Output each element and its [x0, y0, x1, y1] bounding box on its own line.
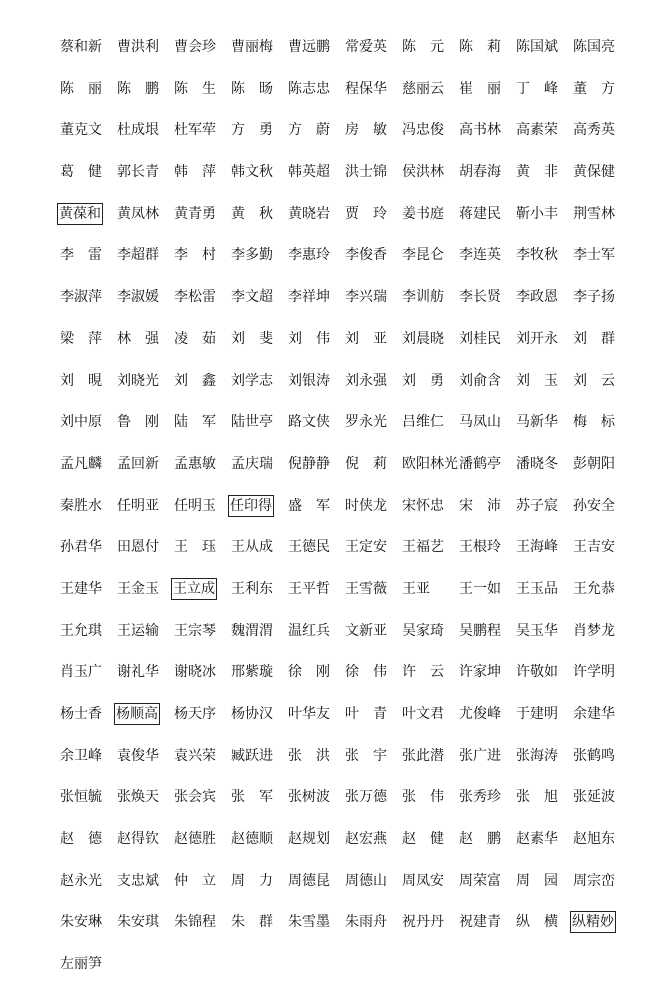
name-entry: 刘桂民 — [459, 330, 501, 347]
name-entry: 刘 斐 — [231, 330, 273, 347]
name-entry: 叶文君 — [402, 706, 444, 722]
name-entry: 李兴瑞 — [345, 289, 387, 306]
name-entry: 支忠斌 — [117, 872, 159, 889]
name-entry: 张海涛 — [516, 747, 558, 764]
name-entry: 刘银涛 — [288, 372, 330, 389]
name-entry: 刘永强 — [345, 372, 387, 389]
name-entry: 周荣富 — [459, 872, 501, 889]
name-entry: 盛 军 — [288, 497, 330, 514]
name-entry: 方 勇 — [231, 122, 273, 139]
name-entry: 祝建青 — [459, 914, 501, 931]
name-entry: 王 珏 — [174, 539, 216, 556]
name-entry: 朱雪墨 — [288, 914, 330, 931]
name-entry: 陆世亭 — [231, 414, 273, 431]
name-entry: 许学明 — [573, 664, 615, 681]
name-entry: 王运输 — [117, 622, 159, 639]
name-entry: 魏渭渭 — [231, 622, 273, 639]
name-entry: 程保华 — [345, 80, 387, 97]
name-entry: 陈 鹏 — [117, 80, 159, 97]
name-entry: 赵素华 — [516, 831, 558, 848]
name-entry: 徐 刚 — [288, 664, 330, 681]
name-entry: 张万德 — [345, 789, 387, 806]
name-entry: 侯洪林 — [402, 164, 444, 181]
name-entry: 袁俊华 — [117, 747, 159, 764]
name-entry: 王建华 — [60, 580, 102, 597]
name-entry: 宋怀忠 — [402, 497, 444, 514]
name-entry: 张焕天 — [117, 789, 159, 806]
name-entry: 姜书庭 — [402, 205, 444, 222]
name-entry: 梅 标 — [573, 414, 615, 431]
name-entry: 谢礼华 — [117, 664, 159, 681]
name-entry: 王一如 — [459, 580, 501, 597]
name-entry: 吕维仁 — [402, 414, 444, 431]
name-entry: 胡春海 — [459, 164, 501, 181]
name-list-grid — [59, 36, 649, 995]
name-entry: 叶 青 — [345, 706, 387, 722]
name-entry: 王允琪 — [60, 622, 102, 639]
name-entry: 张 宇 — [345, 747, 387, 764]
name-entry: 刘 云 — [573, 372, 615, 389]
name-entry: 欧阳林光 — [402, 455, 458, 472]
name-entry: 刘晨晓 — [402, 330, 444, 347]
name-entry: 余建华 — [573, 706, 615, 722]
name-entry: 许敬如 — [516, 664, 558, 681]
name-entry: 赵旭东 — [573, 831, 615, 848]
name-entry: 孟惠敏 — [174, 455, 216, 472]
name-entry: 赵 德 — [60, 831, 102, 848]
name-entry-boxed: 黄葆和 — [57, 203, 103, 225]
name-entry: 刘晓光 — [117, 372, 159, 389]
name-entry: 张秀珍 — [459, 789, 501, 806]
name-entry: 陈志忠 — [288, 80, 330, 97]
name-entry: 孙君华 — [60, 539, 102, 556]
name-entry: 杨士香 — [60, 706, 102, 722]
name-entry: 董 方 — [573, 80, 615, 97]
name-entry: 李训舫 — [402, 289, 444, 306]
name-entry: 朱雨舟 — [345, 914, 387, 931]
name-entry: 许家坤 — [459, 664, 501, 681]
name-entry: 郭长青 — [117, 164, 159, 181]
name-entry: 冯忠俊 — [402, 122, 444, 139]
name-entry: 梁 萍 — [60, 330, 102, 347]
name-entry: 张 旭 — [516, 789, 558, 806]
name-entry: 林 强 — [117, 330, 159, 347]
name-entry: 王雪薇 — [345, 580, 387, 597]
name-entry: 王宗琴 — [174, 622, 216, 639]
name-entry: 张 洪 — [288, 747, 330, 764]
name-entry: 张此潜 — [402, 747, 444, 764]
name-entry: 李士军 — [573, 247, 615, 264]
name-entry: 张 伟 — [402, 789, 444, 806]
name-entry: 慈丽云 — [402, 80, 444, 97]
name-entry: 李 雷 — [60, 247, 102, 264]
name-entry: 陈 莉 — [459, 39, 501, 55]
name-entry: 祝丹丹 — [402, 914, 444, 931]
name-entry: 王定安 — [345, 539, 387, 556]
name-entry: 鲁 刚 — [117, 414, 159, 431]
name-entry: 孙安全 — [573, 497, 615, 514]
name-entry: 张延波 — [573, 789, 615, 806]
name-entry: 黄凤林 — [117, 205, 159, 222]
name-entry: 朱安琳 — [60, 914, 102, 931]
name-entry: 田恩付 — [117, 539, 159, 556]
name-entry: 任明玉 — [174, 497, 216, 514]
name-entry: 王利东 — [231, 580, 273, 597]
name-entry: 赵规划 — [288, 831, 330, 848]
name-entry: 张鹤鸣 — [573, 747, 615, 764]
name-entry: 吴玉华 — [516, 622, 558, 639]
name-entry: 刘学志 — [231, 372, 273, 389]
name-entry: 彭朝阳 — [573, 455, 615, 472]
name-entry: 王海峰 — [516, 539, 558, 556]
name-entry: 李文超 — [231, 289, 273, 306]
name-entry: 陈国斌 — [516, 39, 558, 55]
name-entry: 李淑媛 — [117, 289, 159, 306]
name-entry: 臧跃进 — [231, 747, 273, 764]
name-entry: 葛 健 — [60, 164, 102, 181]
name-entry: 曹远鹏 — [288, 39, 330, 55]
name-entry: 方 蔚 — [288, 122, 330, 139]
name-entry: 刘中原 — [60, 414, 102, 431]
name-entry: 陈 丽 — [60, 80, 102, 97]
name-entry: 陈 生 — [174, 80, 216, 97]
name-entry: 王从成 — [231, 539, 273, 556]
name-entry: 刘开永 — [516, 330, 558, 347]
name-entry: 邢紫璇 — [231, 664, 273, 681]
name-entry: 王允恭 — [573, 580, 615, 597]
name-entry: 李政恩 — [516, 289, 558, 306]
name-entry: 李淑萍 — [60, 289, 102, 306]
name-entry: 王亚 — [402, 580, 430, 597]
name-entry: 周德山 — [345, 872, 387, 889]
name-entry-boxed: 杨顺高 — [114, 703, 160, 725]
name-entry: 韩文秋 — [231, 164, 273, 181]
name-entry: 仲 立 — [174, 872, 216, 889]
name-entry: 张 军 — [231, 789, 273, 806]
name-entry: 黄晓岩 — [288, 205, 330, 222]
name-entry: 赵德胜 — [174, 831, 216, 848]
name-entry: 赵宏燕 — [345, 831, 387, 848]
name-entry: 潘晓冬 — [516, 455, 558, 472]
name-entry: 许 云 — [402, 664, 444, 681]
name-entry: 李昆仑 — [402, 247, 444, 264]
name-entry: 袁兴荣 — [174, 747, 216, 764]
name-entry: 刘 晛 — [60, 372, 102, 389]
name-entry: 刘 鑫 — [174, 372, 216, 389]
name-entry: 周 力 — [231, 872, 273, 889]
name-entry: 高书林 — [459, 122, 501, 139]
name-entry: 肖梦龙 — [573, 622, 615, 639]
name-entry: 刘 勇 — [402, 372, 444, 389]
name-entry: 周德昆 — [288, 872, 330, 889]
name-entry: 曹会珍 — [174, 39, 216, 55]
name-entry: 丁 峰 — [516, 80, 558, 97]
name-entry-boxed: 纵精妙 — [570, 911, 616, 933]
name-entry: 潘鹤亭 — [459, 455, 501, 472]
name-entry: 谢晓冰 — [174, 664, 216, 681]
name-entry: 朱安琪 — [117, 914, 159, 931]
name-entry: 任明亚 — [117, 497, 159, 514]
name-entry: 黄 秋 — [231, 205, 273, 222]
name-entry: 常爱英 — [345, 39, 387, 55]
name-entry: 李 村 — [174, 247, 216, 264]
name-entry: 王德民 — [288, 539, 330, 556]
name-entry: 温红兵 — [288, 622, 330, 639]
name-entry: 张会宾 — [174, 789, 216, 806]
name-entry: 马凤山 — [459, 414, 501, 431]
name-entry: 刘 群 — [573, 330, 615, 347]
name-entry: 倪静静 — [288, 455, 330, 472]
name-entry: 王福艺 — [402, 539, 444, 556]
name-entry: 肖玉广 — [60, 664, 102, 681]
name-entry: 洪士锦 — [345, 164, 387, 181]
name-entry: 蒋建民 — [459, 205, 501, 222]
name-entry: 吴鹏程 — [459, 622, 501, 639]
name-entry: 陈 元 — [402, 39, 444, 55]
name-entry: 赵得钦 — [117, 831, 159, 848]
name-entry: 崔 丽 — [459, 80, 501, 97]
name-entry-boxed: 任印得 — [228, 495, 274, 517]
name-entry: 叶华友 — [288, 706, 330, 722]
name-entry: 高秀英 — [573, 122, 615, 139]
name-entry: 刘俞含 — [459, 372, 501, 389]
name-entry: 李俊香 — [345, 247, 387, 264]
name-entry: 倪 莉 — [345, 455, 387, 472]
name-entry: 贾 玲 — [345, 205, 387, 222]
name-entry: 李松雷 — [174, 289, 216, 306]
name-entry: 凌 茹 — [174, 330, 216, 347]
name-entry: 蔡和新 — [60, 39, 102, 55]
name-entry: 王平哲 — [288, 580, 330, 597]
name-entry: 陈 旸 — [231, 80, 273, 97]
name-entry: 靳小丰 — [516, 205, 558, 222]
name-entry: 刘 伟 — [288, 330, 330, 347]
name-entry: 黄保健 — [573, 164, 615, 181]
name-entry: 李超群 — [117, 247, 159, 264]
name-entry: 苏子宸 — [516, 497, 558, 514]
name-entry: 杜成垠 — [117, 122, 159, 139]
name-entry: 王金玉 — [117, 580, 159, 597]
name-entry: 孟回新 — [117, 455, 159, 472]
name-entry: 李连英 — [459, 247, 501, 264]
name-entry: 李祥坤 — [288, 289, 330, 306]
name-entry: 李子扬 — [573, 289, 615, 306]
name-entry: 朱 群 — [231, 914, 273, 931]
name-entry: 文新亚 — [345, 622, 387, 639]
name-entry: 周 园 — [516, 872, 558, 889]
name-entry: 张树波 — [288, 789, 330, 806]
name-entry-boxed: 王立成 — [171, 578, 217, 600]
name-entry: 董克文 — [60, 122, 102, 139]
name-entry: 纵 横 — [516, 914, 558, 931]
name-entry: 张恒毓 — [60, 789, 102, 806]
name-entry: 黄青勇 — [174, 205, 216, 222]
name-entry: 王玉品 — [516, 580, 558, 597]
name-entry: 李惠玲 — [288, 247, 330, 264]
name-entry: 刘 玉 — [516, 372, 558, 389]
name-entry: 余卫峰 — [60, 747, 102, 764]
name-entry: 赵永光 — [60, 872, 102, 889]
name-entry: 杨天序 — [174, 706, 216, 722]
name-entry: 周宗峦 — [573, 872, 615, 889]
name-entry: 左丽笋 — [60, 956, 102, 973]
name-entry: 于建明 — [516, 706, 558, 722]
name-entry: 朱锦程 — [174, 914, 216, 931]
name-entry: 时侠龙 — [345, 497, 387, 514]
name-entry: 赵德顺 — [231, 831, 273, 848]
name-entry: 秦胜水 — [60, 497, 102, 514]
name-entry: 路文侠 — [288, 414, 330, 431]
name-entry: 王吉安 — [573, 539, 615, 556]
name-entry: 曹洪利 — [117, 39, 159, 55]
name-entry: 黄 非 — [516, 164, 558, 181]
name-entry: 房 敏 — [345, 122, 387, 139]
name-entry: 杨协汉 — [231, 706, 273, 722]
name-entry: 孟凡麟 — [60, 455, 102, 472]
name-entry: 周凤安 — [402, 872, 444, 889]
name-entry: 陆 军 — [174, 414, 216, 431]
name-entry: 宋 沛 — [459, 497, 501, 514]
name-entry: 李多勤 — [231, 247, 273, 264]
name-entry: 李长贤 — [459, 289, 501, 306]
name-entry: 刘 亚 — [345, 330, 387, 347]
name-entry: 马新华 — [516, 414, 558, 431]
name-entry: 韩 萍 — [174, 164, 216, 181]
name-entry: 韩英超 — [288, 164, 330, 181]
name-entry: 尤俊峰 — [459, 706, 501, 722]
name-entry: 荆雪林 — [573, 205, 615, 222]
name-entry: 赵 鹏 — [459, 831, 501, 848]
name-entry: 罗永光 — [345, 414, 387, 431]
name-entry: 赵 健 — [402, 831, 444, 848]
name-entry: 徐 伟 — [345, 664, 387, 681]
name-entry: 李牧秋 — [516, 247, 558, 264]
name-entry: 杜军荦 — [174, 122, 216, 139]
name-entry: 张广进 — [459, 747, 501, 764]
name-entry: 陈国亮 — [573, 39, 615, 55]
name-entry: 孟庆瑞 — [231, 455, 273, 472]
name-entry: 高素荣 — [516, 122, 558, 139]
name-entry: 曹丽梅 — [231, 39, 273, 55]
name-entry: 王根玲 — [459, 539, 501, 556]
name-entry: 吴家琦 — [402, 622, 444, 639]
